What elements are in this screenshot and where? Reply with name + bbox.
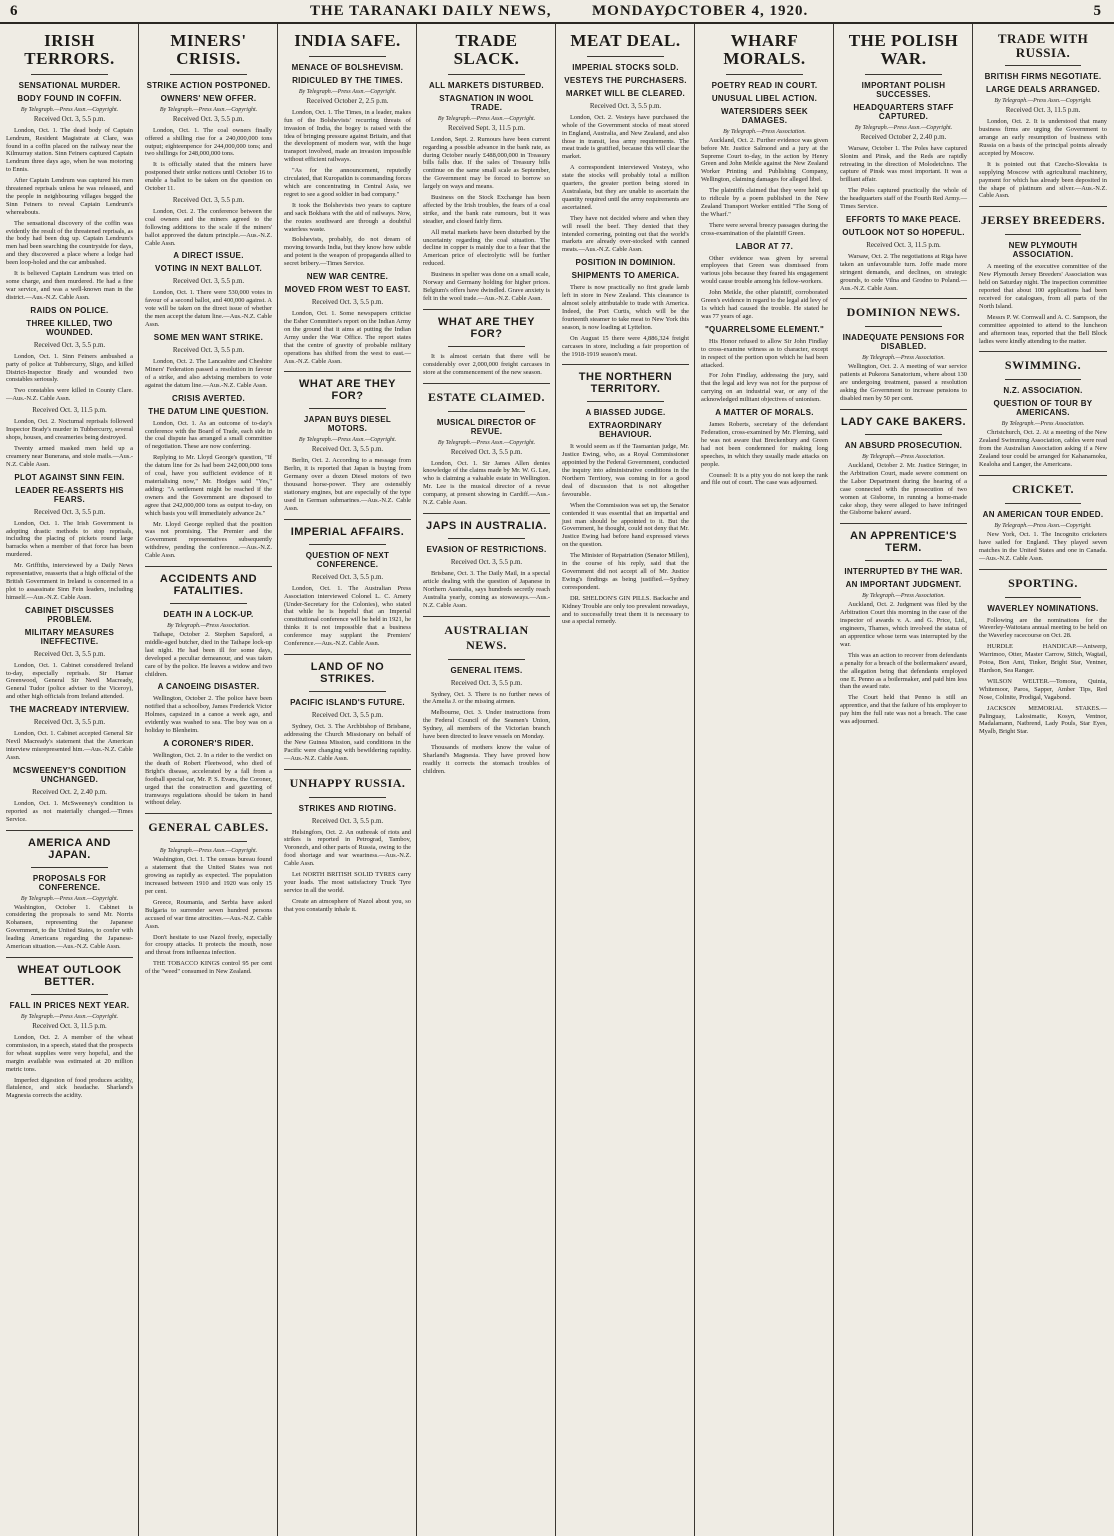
article-paragraph: Thousands of mothers know the value of Sharland's Magnesia. They have proved how readily it corrects the stomach troubles of children.: [423, 743, 550, 775]
subheading: QUESTION OF NEXT CONFERENCE.: [305, 550, 390, 569]
received-timestamp: Received Oct. 3, 5.5 p.m.: [172, 195, 245, 204]
article-paragraph: London, Oct. 2. It is understood that many business firms are urging the Government to arrange an early resumption of business with Russia on a basis of the principal points already accepted by Moscow.: [979, 118, 1107, 157]
byline: By Telegraph.—Press Assn.—Copyright.: [854, 124, 953, 131]
subheading: DEATH IN A LOCK-UP.: [163, 610, 254, 620]
subheading: N.Z. ASSOCIATION.: [1003, 386, 1083, 396]
received-timestamp: Received Oct. 3, 5.5 p.m.: [33, 718, 106, 727]
page-number-left: 6: [10, 3, 19, 19]
byline: By Telegraph.—Press Association.: [862, 355, 945, 362]
rule-divider: [1005, 379, 1082, 380]
article-paragraph: Messrs P. W. Cornwall and A. C. Sampson, the committee appointed to attend to the luncheon and afternoon teas, reported that the Bell Block ladies were kindly attending to the matter.: [979, 313, 1107, 345]
received-timestamp: Received Oct. 3, 5.5 p.m.: [311, 445, 384, 454]
subheading: "QUARRELSOME ELEMENT.": [704, 324, 825, 334]
column-headline: THE POLISH WAR.: [848, 31, 959, 68]
rule-divider: [31, 867, 107, 868]
article-paragraph: London, Oct. 2. The conference between the coal owners and the miners agreed to the following additions to the scale if the miners' ballot approved the datum principle.—Aus.-N.Z. Cable Assn.: [145, 207, 272, 247]
rule-divider: [448, 74, 524, 75]
byline: By Telegraph.—Press Assn.—Copyright.: [159, 106, 258, 113]
subheading: THREE KILLED, TWO WOUNDED.: [26, 318, 113, 337]
article-paragraph: Warsaw, October 1. The Poles have captured Slonim and Pinsk, and the Reds are rapidly retreating in the direction of Molodetchno. The capture of Pinsk was most important. It was a brilliant affair.: [840, 144, 967, 184]
rule-divider: [284, 769, 411, 770]
rule-divider: [170, 841, 246, 842]
section-headline: IMPERIAL AFFAIRS.: [290, 525, 405, 538]
rule-divider: [31, 74, 107, 75]
article-paragraph: Auckland, October 2. Mr. Justice Stringer, in the Arbitration Court, made severe comment on the Labor Department during the hearing of a case connected with the prosecution of two women at Gisborne, in running a home-made cake shop, they were alleged to have infringed the Gisborne bakers' award.: [840, 462, 967, 517]
byline: By Telegraph.—Press Assn.—Copyright.: [437, 115, 536, 122]
masthead: [0, 0, 1114, 24]
rule-divider: [448, 411, 524, 412]
received-timestamp: Received Oct. 3, 5.5 p.m.: [311, 572, 384, 581]
section-headline: AUSTRALIAN NEWS.: [444, 622, 529, 652]
article-paragraph: THE TOBACCO KINGS control 95 per cent of the "weed" consumed in New Zealand.: [145, 960, 272, 976]
columns: [0, 24, 1114, 1536]
subheading: BRITISH FIRMS NEGOTIATE.: [984, 72, 1102, 82]
subheading: QUESTION OF TOUR BY AMERICANS.: [993, 399, 1093, 418]
article-paragraph: Warsaw, Oct. 2. The negotiations at Riga have taken an unfavourable turn. Joffe made more stringent demands, and declines, on strategic grounds, to cede Vilna and Grodno to Poland.—Aus.-N.Z. Cable Assn.: [840, 252, 967, 292]
rule-divider: [587, 401, 663, 402]
subheading: EXTRAORDINARY BEHAVIOUR.: [588, 421, 663, 440]
rule-divider: [840, 523, 967, 524]
subheading: VOTING IN NEXT BALLOT.: [154, 264, 263, 274]
article-paragraph: It is believed Captain Lendrum was tried on some charge, and then murdered. He had a fine war service, and was a well-known man in the district.—Aus.-N.Z. Cable Assn.: [6, 270, 133, 301]
article-paragraph: Wellington, Oct. 2. A meeting of war service patients at Pukeora Sanatorium, where about 130 are undergoing treatment, passed a resolution asking the Government to increase pensions to disabled men by 50 per cent.: [840, 363, 967, 403]
issue-day: MONDAY,: [592, 3, 670, 19]
section-headline: SPORTING.: [1008, 575, 1078, 590]
subheading: POETRY READ IN COURT.: [711, 80, 818, 90]
article-paragraph: Business on the Stock Exchange has been affected by the Irish troubles, the fears of a coal strike, and the bank rate rumours, but it was steadier, and closed fairly firm.: [423, 194, 550, 225]
subheading: EVASION OF RESTRICTIONS.: [426, 544, 547, 554]
article-paragraph: London, Oct. 1. The dead body of Captain Lendrum, Resident Magistrate at Clare, was found in a coffin placed on the railway near the Kilmurray station. Sinn Feiners captured Captain Lendrum three days ago, when he was motoring to Ennis.: [6, 126, 133, 174]
article-paragraph: Following are the nominations for the Waverley-Waitotara annual meeting to be held on the Waverley racecourse on Oct. 28.: [979, 616, 1107, 640]
received-timestamp: Received Oct. 3, 11.5 p.m.: [32, 406, 107, 415]
byline: By Telegraph.—Press Assn.—Copyright.: [20, 895, 119, 902]
column-6: [695, 24, 834, 1536]
article-paragraph: London, Oct. 1. Sinn Feiners ambushed a party of police at Tubbercurry, Sligo, and killed District-Inspector Brady and wounded two constables seriously.: [6, 352, 133, 384]
received-timestamp: Received Oct. 3, 5.5 p.m.: [172, 114, 245, 123]
subheading: NEW PLYMOUTH ASSOCIATION.: [1008, 241, 1078, 260]
subheading: A CANOEING DISASTER.: [157, 682, 260, 692]
article-paragraph: The plaintiffs claimed that they were held up to ridicule by a poem published in the New Zealand Transport Worker entitled "The Song of the Wharf.": [701, 187, 828, 218]
newspaper-title: THE TARANAKI DAILY NEWS,: [310, 3, 552, 19]
article-paragraph: James Roberts, secretary of the defendant Federation, cross-examined by Mr. Fleming, said he was not aware that Breckenbury and Green had not been condemned for making long speeches, in which they usually made attacks on people.: [701, 421, 828, 468]
column-headline: INDIA SAFE.: [294, 31, 401, 50]
rule-divider: [423, 309, 550, 310]
section-headline: AN APPRENTICE'S TERM.: [850, 530, 957, 555]
subheading: WAVERLEY NOMINATIONS.: [987, 603, 1099, 613]
article-paragraph: After Captain Lendrum was captured his men threatened reprisals unless he was released, and the people in neighbouring villages begged the Sinn Feiners to reveal Captain Lendrum's whereabouts.: [6, 177, 133, 216]
rule-divider: [979, 206, 1107, 207]
rule-divider: [448, 346, 524, 347]
article-paragraph: Don't hesitate to use Nazol freely, especially for croupy attacks. It protects the mouth, nose and throat from influenza infection.: [145, 933, 272, 957]
article-paragraph: It took the Bolshevists two years to capture and sack Bokhara with the aid of railways. Now, the routes southward are through a doubtful waterless waste.: [284, 201, 411, 233]
article-paragraph: London, Oct. 2. Nocturnal reprisals followed Inspector Brady's murder in Tubbercurry, several shops, houses, and creameries being destroyed.: [6, 418, 133, 441]
article-paragraph: London, Oct. 1. There were 530,000 votes in favour of a second ballot, and 400,000 against. A vote will be taken on the direct issue of whether the men accept the datum line.—Aus.-N.Z. Cable Assn.: [145, 289, 272, 329]
article-paragraph: New York, Oct. 1. The Incognito cricketers have sailed for England. They played seven matches in the United States and one in Canada.—Aus.-N.Z. Cable Assn.: [979, 530, 1107, 562]
subheading: A BIASSED JUDGE.: [585, 408, 666, 418]
rule-divider: [423, 383, 550, 384]
article-paragraph: London, Oct. 1. The Times, in a leader, makes fun of the Bolshevists' recurring threats of invasion of India, the bogey is raised with the idea of bringing pressure against Britain, and that the development of modern war, with the huge transport involved, made an invasion impossible without efficient railways.: [284, 108, 411, 164]
rule-divider: [170, 74, 246, 75]
column-7: [834, 24, 973, 1536]
section-headline: JAPS IN AUSTRALIA.: [425, 519, 548, 532]
rule-divider: [31, 994, 107, 995]
rule-divider: [284, 654, 411, 655]
rule-divider: [865, 560, 941, 561]
subheading: A DIRECT ISSUE.: [173, 251, 244, 261]
article-paragraph: Two constables were killed in County Clare.—Aus.-N.Z. Cable Assn.: [6, 387, 133, 403]
received-timestamp: Received Oct. 3, 5.5 p.m.: [33, 649, 106, 658]
article-paragraph: Melbourne, Oct. 3. Under instructions from the Federal Council of the Seamen's Union, Sydney, all members of the Victorian branch have been directed to leave vessels on Monday.: [423, 709, 550, 741]
subheading: LABOR AT 77.: [735, 241, 794, 251]
rule-divider: [1005, 234, 1082, 235]
received-timestamp: Received Oct. 2, 2.40 p.m.: [32, 787, 107, 796]
subheading: STAGNATION IN WOOL TRADE.: [439, 93, 534, 112]
article-paragraph: It is pointed out that Czecho-Slovakia is supplying Moscow with agricultural machinery, payment for which has already been deposited in the shape of platinum and silver.—Aus.-N.Z. Cable Assn.: [979, 160, 1107, 200]
article-paragraph: They have not decided where and when they will resell the beef. They denied that they intended cornering, pointing out that the world's markets are already over-stocked with canned meats.—Aus.-N.Z. Cable Assn.: [562, 214, 689, 254]
subheading: MUSICAL DIRECTOR OF REVUE.: [436, 417, 537, 436]
subheading: NEW WAR CENTRE.: [306, 272, 389, 282]
article-paragraph: There were several breezy passages during the cross-examination of the plaintiff Green.: [701, 221, 828, 237]
received-timestamp: Received Oct. 3, 5.5 p.m.: [33, 340, 106, 349]
section-headline: WHAT ARE THEY FOR?: [299, 378, 396, 403]
article-paragraph: London, Oct. 1. As an outcome of to-day's conference with the Board of Trade, each side in the coal dispute has arranged a small committee of negotiation. These are now conferring.: [145, 419, 272, 451]
received-timestamp: Received Oct. 3, 5.5 p.m.: [450, 678, 523, 687]
subheading: CRISIS AVERTED.: [172, 393, 245, 403]
subheading: UNUSUAL LIBEL ACTION.: [711, 93, 818, 103]
received-timestamp: Received Sept. 3, 11.5 p.m.: [448, 123, 525, 132]
subheading: MARKET WILL BE CLEARED.: [565, 88, 686, 98]
article-paragraph: Replying to Mr. Lloyd George's question, "If the datum line for 2s had been 242,000,000 tons of coal, have you sufficient evidence of it materialising now," Mr. Hodges said "Yes," adding: "A settlement might be reached if the owners and the Government are disposed to agree that 242,000,000 tons as output to-day, on which basis you will immediately advance 2s.": [145, 454, 272, 517]
subheading: AN IMPORTANT JUDGMENT.: [845, 580, 962, 590]
article-paragraph: Auckland, Oct. 2. Further evidence was given before Mr. Justice Salmond and a jury at the Supreme Court to-day, in the action by Henry Green and John Meikle against the New Zealand Worker Printing and Publishing Company, Wellington, claiming damages for alleged libel.: [701, 136, 828, 184]
received-timestamp: Received Oct. 3, 11.5 p.m.: [32, 1021, 107, 1030]
rule-divider: [309, 691, 385, 692]
article-paragraph: It is officially stated that the miners have postponed their strike notices until October 16 to enable a ballot to be taken on the question on October 11.: [145, 161, 272, 193]
section-headline: THE NORTHERN TERRITORY.: [578, 371, 673, 396]
rule-divider: [284, 519, 411, 520]
rule-divider: [840, 298, 967, 299]
subheading: INTERRUPTED BY THE WAR.: [844, 567, 963, 577]
received-timestamp: Received Oct. 3, 11.5 p.m.: [1005, 106, 1081, 115]
article-paragraph: Sydney, Oct. 3. There is no further news of the Amelia J. or the missing airmen.: [423, 690, 550, 706]
article-paragraph: Mr. Griffiths, interviewed by a Daily News representative, reasserts that a high official of the British Government in Ireland is concerned in a plot to assassinate Sinn Fein leaders, including himself.—Aus.-N.Z. Cable Assn.: [6, 562, 133, 601]
article-paragraph: Washington, Oct. 1. The census bureau found a statement that the United States was not growing as rapidly as expected. The population increased between 1910 and 1920 was only 15 per cent.: [145, 856, 272, 895]
column-5: [556, 24, 695, 1536]
article-paragraph: London, Oct. 2. The Lancashire and Cheshire Miners' Federation passed a resolution in favour of a strike, and also advising members to vote against the datum line.—Aus.-N.Z. Cable Assn.: [145, 358, 272, 389]
article-paragraph: DR. SHELDON'S GIN PILLS. Backache and Kidney Trouble are only too prevalent nowadays, and to successfully treat them it is necessary to use a special remedy.: [562, 594, 689, 626]
subheading: ALL MARKETS DISTURBED.: [429, 80, 544, 90]
article-paragraph: This was an action to recover from defendants a penalty for a breach of the boilermakers' award, the allegation being that defendants employed one E. Penno as a boilermaker, and paid him less than the award rate.: [840, 651, 967, 691]
article-paragraph: London, Sept. 2. Rumours have been current regarding a possible advance in the bank rate, as during October nearly £488,000,000 in Treasury bills falls due. If the sales of Treasury bills continue on the same small scale as September, the Government may be forced to borrow so largely on ways and means.: [423, 135, 550, 191]
article-paragraph: Taihape, October 2. Stephen Sapsford, a middle-aged butcher, died in the Taihape lock-up last night. He had been ill for some days, developed a peculiar demeanour, and was taken care of by the police. He leaves a widow and two children.: [145, 631, 272, 678]
article-paragraph: Greece, Roumania, and Serbia have asked Bulgaria to surrender seven hundred persons accused of war time atrocities.—Aus.-N.Z. Cable Assn.: [145, 898, 272, 930]
rule-divider: [309, 797, 385, 798]
section-headline: GENERAL CABLES.: [148, 820, 269, 835]
subheading: MILITARY MEASURES INEFFECTIVE.: [24, 627, 115, 646]
rule-divider: [562, 364, 689, 365]
section-headline: LADY CAKE BAKERS.: [840, 416, 967, 428]
subheading: PACIFIC ISLAND'S FUTURE.: [290, 698, 405, 707]
article-paragraph: Mr. Lloyd George replied that the position was not promising. The Premier and the Government representatives subsequently withdrew, pending the conference.—Aus.-N.Z. Cable Assn.: [145, 520, 272, 560]
article-paragraph: It is almost certain that there will be considerably over 2,000,000 freight carcases in store at the commencement of the new season.: [423, 352, 550, 376]
received-timestamp: Received October 2, 2.5 p.m.: [306, 96, 389, 105]
article-paragraph: London, Oct. 2. A member of the wheat commission, in a speech, stated that the prospects for wheat supplies were very hopeful, and the margin available was estimated at 20 million metric tons.: [6, 1033, 133, 1073]
article-paragraph: A correspondent interviewed Vesteys, who state the stocks will probably total a million quarters, the greater portion being stored in Australasia, but they are unable to ascertain the quantity required until the army requirements are ascertained.: [562, 164, 689, 211]
section-headline: DOMINION NEWS.: [846, 305, 961, 320]
rule-divider: [145, 813, 272, 814]
column-headline: TRADE SLACK.: [453, 31, 520, 68]
subheading: POSITION IN DOMINION.: [575, 258, 676, 268]
byline: By Telegraph.—Press Association.: [723, 128, 806, 135]
article-paragraph: WILSON WELTER.—Tomora, Quinta, Whitemoor, Paros, Sapper, Amber Tips, Red Nose, Colinite, Prodigal, Vagabond.: [979, 677, 1107, 701]
received-timestamp: Received Oct. 3, 11.5 p.m.: [866, 240, 941, 249]
article-paragraph: Business in spelter was done on a small scale, Norway and Germany holding for higher prices. Belgium's offers have dwindled. Grave anxiety is felt in the wool trade.—Aus.-N.Z. Cable Assn.: [423, 271, 550, 302]
rule-divider: [170, 603, 246, 604]
article-paragraph: When the Commission was set up, the Senator contended it was essential that an impartial and just man should be appointed to it. But the Government, he thought, could not deny that Mr. Justice Ewing had before hand expressed views on the question.: [562, 501, 689, 549]
subheading: THE DATUM LINE QUESTION.: [148, 406, 269, 416]
subheading: HEADQUARTERS STAFF CAPTURED.: [853, 102, 954, 121]
section-headline: WHEAT OUTLOOK BETTER.: [17, 963, 122, 988]
article-paragraph: On August 15 there were 4,886,324 freight carcases in store, including a fair proportion of the 1918-1919 season's meat.: [562, 334, 689, 358]
rule-divider: [145, 566, 272, 567]
rule-divider: [840, 409, 967, 410]
rule-divider: [309, 56, 385, 57]
byline: By Telegraph.—Press Assn.—Copyright.: [159, 848, 258, 855]
byline: By Telegraph.—Press Assn.—Copyright.: [994, 98, 1092, 105]
article-paragraph: All metal markets have been disturbed by the uncertainty regarding the coal situation. The decline in copper is mainly due to a fear that the American price of electrolytic will be further reduced.: [423, 228, 550, 268]
section-headline: CRICKET.: [1011, 481, 1075, 496]
section-headline: AMERICA AND JAPAN.: [28, 836, 111, 861]
byline: By Telegraph.—Press Assn.—Copyright.: [437, 439, 536, 446]
rule-divider: [979, 351, 1107, 352]
article-paragraph: Helsingfors, Oct. 2. An outbreak of riots and strikes is reported in Petrograd, Tambov, Voronezh, and other parts of Russia, owing to the food shortage and war weariness.—Aus.-N.Z. Cable Assn.: [284, 828, 411, 868]
column-4: [417, 24, 556, 1536]
subheading: VESTEYS THE PURCHASERS.: [564, 75, 687, 85]
article-paragraph: His Honor refused to allow Sir John Findlay to cross-examine witness as to character, except in respect of the portion upon which he had been attacked.: [701, 337, 828, 369]
article-paragraph: Wellington, October 2. The police have been notified that a schoolboy, James Frederick Victor Holmes, capsized in a canoe a week ago, and evidently was washed to sea. The boy was on a holiday to Blenheim.: [145, 695, 272, 735]
article-paragraph: For John Findlay, addressing the jury, said that the legal aid levy was not for the purpose of carrying on an industrial war, or any of the acknowledged militant objectives of unionism.: [701, 372, 828, 404]
subheading: SENSATIONAL MURDER.: [18, 80, 121, 90]
subheading: MCSWEENEY'S CONDITION UNCHANGED.: [12, 765, 127, 784]
subheading: IMPORTANT POLISH SUCCESSES.: [861, 80, 946, 99]
rule-divider: [865, 434, 941, 435]
article-paragraph: JACKSON MEMORIAL STAKES.—Palinguay, Lalosimatic, Kosyn, Ventnor, Madalamann, Natbrend, Lady Pouls, Star Eyes, Myalb, Bright Star.: [979, 704, 1107, 736]
rule-divider: [309, 544, 385, 545]
subheading: FALL IN PRICES NEXT YEAR.: [9, 1000, 130, 1010]
rule-divider: [284, 371, 411, 372]
rule-divider: [448, 659, 524, 660]
column-8: [973, 24, 1112, 1536]
article-paragraph: Washington, October 1. Cabinet is considering the proposals to send Mr. Norris Kohansen, representing the Japanese Government, to the United States, to confer with leading Americans regarding the Japanese-American situation.—Aus.-N.Z. Cable Assn.: [6, 903, 133, 951]
rule-divider: [979, 475, 1107, 476]
subheading: STRIKE ACTION POSTPONED.: [146, 80, 271, 90]
rule-divider: [865, 326, 941, 327]
received-timestamp: Received Oct. 3, 5.5 p.m.: [172, 277, 245, 286]
article-paragraph: There is now practically no first grade lamb left in store in New Zealand. This clearance is almost solely attributable to trade with America. Indeed, the Port Curtis, which will be the fourteenth steamer to take meat to New York this season, is now loading at Lyttelton.: [562, 284, 689, 331]
subheading: OUTLOOK NOT SO HOPEFUL.: [842, 227, 965, 237]
section-headline: WHAT ARE THEY FOR?: [438, 315, 535, 340]
received-timestamp: Received Oct. 3, 5.5 p.m.: [450, 557, 523, 566]
rule-divider: [423, 513, 550, 514]
article-paragraph: London, Oct. 2. Vesteys have purchased the whole of the Government stocks of meat stored in England, Australia, and New Zealand, and also those in transit, less army requirements. The meat trade is gratified, because this will clear the market.: [562, 113, 689, 161]
article-paragraph: It would seem as if the Tasmanian judge, Mr. Justice Ewing, who, as a Royal Commissioner appointed by the Federal Government, conducted the inquiry into administrative conditions in the Northern Territory, was coming in for a good deal of discussion that is not altogether favourable.: [562, 443, 689, 498]
article-paragraph: London, Oct. 1. McSweeney's condition is reported as not materially changed.—Times Service.: [6, 799, 133, 823]
subheading: RIDICULED BY THE TIMES.: [292, 75, 403, 85]
subheading: A CORONER'S RIDER.: [163, 739, 254, 748]
article-paragraph: "As for the announcement, reputedly circulated, that Kuropatkin is commanding forces which are concentrating in Central Asia, we regret to see a good soldier in bad company.": [284, 167, 411, 198]
column-3: [278, 24, 417, 1536]
section-headline: ACCIDENTS AND FATALITIES.: [159, 573, 258, 598]
subheading: MOVED FROM WEST TO EAST.: [284, 285, 411, 295]
column-headline: IRISH TERRORS.: [24, 31, 115, 68]
subheading: RAIDS ON POLICE.: [30, 305, 109, 315]
article-paragraph: A meeting of the executive committee of the New Plymouth Jersey Breeders' Association was held on Saturday night. The inspection committee reported that about 100 applications had been received for catalogues, from all parts of the North Island.: [979, 263, 1107, 310]
subheading: STRIKES AND RIOTING.: [298, 803, 397, 813]
subheading: AN AMERICAN TOUR ENDED.: [982, 509, 1104, 519]
subheading: PLOT AGAINST SINN FEIN.: [14, 472, 125, 482]
received-timestamp: Received Oct. 3, 5.5 p.m.: [589, 101, 662, 110]
received-timestamp: Received Oct. 3, 5.5 p.m.: [172, 346, 245, 354]
article-paragraph: Let NORTH BRITISH SOLID TYRES carry your loads. The most satisfactory Truck Tyre service in all the world.: [284, 871, 411, 894]
article-paragraph: Wellington, Oct. 2. In a rider to the verdict on the death of Robert Fleetwood, who died of Bright's disease, accelerated by a fall from a football special car, Mr. P. S. Evans, the Coroner, urged that the construction and gazetting of tramways regulations should be taken in hand without delay.: [145, 752, 272, 807]
section-headline: JERSEY BREEDERS.: [980, 213, 1106, 228]
byline: By Telegraph.—Press Assn.—Copyright.: [298, 88, 397, 95]
subheading: IMPERIAL STOCKS SOLD.: [572, 62, 679, 72]
byline: By Telegraph.—Press Assn.—Copyright.: [20, 1013, 119, 1020]
byline: By Telegraph.—Press Association.: [1001, 421, 1085, 428]
subheading: GENERAL ITEMS.: [450, 665, 523, 675]
article-paragraph: The Court held that Penno is still an apprentice, and that the failure of his employer to pay him the full rate was not a breach. The case was adjourned.: [840, 694, 967, 726]
subheading: OWNERS' NEW OFFER.: [160, 93, 257, 103]
article-paragraph: Counsel: It is a pity you do not keep the rank and file out of court. The case was adjourned.: [701, 471, 828, 487]
issue-date: OCTOBER 4, 1920.: [665, 3, 809, 19]
subheading: BODY FOUND IN COFFIN.: [17, 93, 122, 103]
byline: By Telegraph.—Press Association.: [167, 623, 250, 630]
subheading: MENACE OF BOLSHEVISM.: [291, 62, 404, 72]
article-paragraph: The Poles captured practically the whole of the headquarters staff of the Fourth Red Army.—Times Service.: [840, 187, 967, 211]
article-paragraph: Twenty armed masked men held up a creamery near Bunerana, and stole mails.—Aus.-N.Z. Cable Assn.: [6, 444, 133, 468]
subheading: AN ABSURD PROSECUTION.: [844, 441, 963, 450]
article-paragraph: Imperfect digestion of food produces acidity, flatulence, and sick headache. Sharland's Magnesia corrects the acidity.: [6, 1076, 133, 1100]
section-headline: SWIMMING.: [1004, 358, 1082, 373]
article-paragraph: Auckland, Oct. 2. Judgment was filed by the Arbitration Court this morning in the case of the inspector of awards v. A. and G. Price, Ltd., engineers, Thames, which involved the status of an apprentice whose term was interrupted by the war.: [840, 601, 967, 648]
rule-divider: [726, 74, 802, 75]
subheading: CABINET DISCUSSES PROBLEM.: [24, 605, 115, 624]
subheading: SOME MEN WANT STRIKE.: [153, 333, 264, 342]
subheading: JAPAN BUYS DIESEL MOTORS.: [303, 415, 392, 434]
article-paragraph: The Minister of Repatriation (Senator Millen), in the course of his reply, said that the Government did not accept all of Mr. Justice Ewing's findings as being justified.—Sydney correspondent.: [562, 552, 689, 591]
section-headline: ESTATE CLAIMED.: [427, 389, 546, 404]
article-paragraph: London, Oct. 1. Cabinet considered Ireland to-day, especially reprisals. Sir Hamar Greenwood, General Sir Nevil Macready, General Tudor (police adviser to the Viceroy), and other high officials from Ireland attended.: [6, 661, 133, 701]
subheading: INADEQUATE PENSIONS FOR DISABLED.: [842, 333, 965, 352]
article-paragraph: John Meikle, the other plaintiff, corroborated Green's evidence in regard to the legal aid levy of 1s which had caused the trouble. He stated he was 77 years of age.: [701, 289, 828, 320]
article-paragraph: Berlin, Oct. 2. According to a message from Berlin, it is reported that Japan is buying from Germany over a dozen Diesel motors of two thousand horse-power. They are ostensibly stationary engines, but are especially of the type used in German submarines.—Aus.-N.Z. Cable Assn.: [284, 457, 411, 512]
article-paragraph: Bolshevists, probably, do not dream of moving towards India, but they know how subtle and potent is the weapon of propaganda allied to secret bribery.—Times Service.: [284, 236, 411, 268]
subheading: LARGE DEALS ARRANGED.: [985, 85, 1100, 95]
byline: By Telegraph.—Press Assn.—Copyright.: [20, 106, 119, 113]
subheading: THE MACREADY INTERVIEW.: [9, 705, 130, 715]
received-timestamp: Received Oct. 3, 5.5 p.m.: [311, 298, 384, 307]
article-paragraph: The sensational discovery of the coffin was evidently the result of the threatened reprisals, as the body had been dug up. Captain Lendrum's men had been searching the countryside for days, and they discovered a place where a lodge had been loop-holed and the car ambushed.: [6, 219, 133, 267]
byline: By Telegraph.—Press Association.: [862, 593, 945, 600]
column-1: [0, 24, 139, 1536]
rule-divider: [1005, 597, 1082, 598]
subheading: WATERSIDERS SEEK DAMAGES.: [721, 106, 808, 125]
rule-divider: [1005, 65, 1082, 66]
byline: By Telegraph.—Press Association.: [862, 454, 945, 460]
subheading: A MATTER OF MORALS.: [715, 408, 814, 418]
article-paragraph: London, Oct. 1. The coal owners finally offered a shilling rise for a 240,000,000 tons output; eighteenpence for 244,000,000 tons; and two shillings for 248,000,000 tons.: [145, 126, 272, 158]
received-timestamp: Received Oct. 3, 5.5 p.m.: [311, 711, 384, 719]
article-paragraph: London, Oct. 1. The Australian Press Association interviewed Colonel L. C. Amery (Under-Secretary for the Colonies), who stated that while he is hopeful that an Imperial constitutional conference will be held in 1921, he thinks it is not impossible that a business conference may supplant the Premiers' Conference.—Aus.-N.Z. Cable Assn.: [284, 584, 411, 648]
subheading: PROPOSALS FOR CONFERENCE.: [32, 873, 107, 892]
article-paragraph: Other evidence was given by several employees that Green was dismissed from various jobs because they feared his engagement would cause trouble among his fellow-workers.: [701, 254, 828, 286]
column-headline: TRADE WITH RUSSIA.: [997, 31, 1089, 60]
subheading: EFFORTS TO MAKE PEACE.: [846, 214, 961, 224]
byline: By Telegraph.—Press Assn.—Copyright.: [298, 437, 397, 444]
subheading: SHIPMENTS TO AMERICA.: [571, 271, 680, 281]
rule-divider: [865, 74, 941, 75]
column-2: [139, 24, 278, 1536]
received-timestamp: Received Oct. 3, 5.5 p.m.: [450, 447, 523, 456]
article-paragraph: London, Oct. 1. Some newspapers criticise the Esher Committee's report on the Indian Army on the ground that it aims at putting the Indian Army under the War Office. The report states that the centre of gravity of probable military operations has shifted from the west to east.—Aus.-N.Z. Cable Assn.: [284, 310, 411, 365]
article-paragraph: Brisbane, Oct. 3. The Daily Mail, in a special article dealing with the question of Japanese in Northern Australia, says hundreds secretly reach Australia yearly, coming as stowaways.—Aus.-N.Z. Cable Assn.: [423, 569, 550, 609]
article-paragraph: London, Oct. 1. Sir James Allen denies knowledge of the claims made by Mr. W. G. Lee, who is claiming a valuable estate in Wellington. Mr. Lee is the musical director of a revue company, at present showing in Cardiff.—Aus.-N.Z. Cable Assn.: [423, 459, 550, 507]
rule-divider: [423, 616, 550, 617]
byline: By Telegraph.—Press Assn.—Copyright.: [994, 522, 1092, 529]
section-headline: LAND OF NO STRIKES.: [310, 661, 385, 685]
article-paragraph: London, Oct. 1. The Irish Government is adopting drastic methods to stop reprisals, including the placing of pickets round large barracks when a member of that force has been murdered.: [6, 519, 133, 559]
column-headline: WHARF MORALS.: [723, 31, 806, 68]
rule-divider: [1005, 503, 1082, 504]
received-timestamp: Received October 2, 2.40 p.m.: [860, 132, 947, 141]
received-timestamp: Received Oct. 3, 5.5 p.m.: [33, 114, 106, 123]
rule-divider: [6, 830, 133, 831]
rule-divider: [587, 56, 663, 57]
subheading: LEADER RE-ASSERTS HIS FEARS.: [15, 485, 124, 504]
column-headline: MEAT DEAL.: [570, 31, 681, 50]
rule-divider: [309, 408, 385, 409]
article-paragraph: Christchurch, Oct. 2. At a meeting of the New Zealand Swimming Association, cables were read from the Australian Association asking if a New Zealand tour could be arranged for Kahanamoku, Kealoha and Langer, the Americans.: [979, 429, 1107, 469]
article-paragraph: Create an atmosphere of Nazol about you, so that you constantly inhale it.: [284, 897, 411, 913]
received-timestamp: Received Oct. 3, 5.5 p.m.: [311, 816, 384, 825]
column-headline: MINERS' CRISIS.: [170, 31, 247, 68]
rule-divider: [979, 569, 1107, 570]
article-paragraph: HURDLE HANDICAP.—Antwerp, Warrimoo, Otter, Master Carrow, Stitch, Wagtail, Potoa, Bon Ami, Tinker, Bright Star, Ventner, Hardson, Sea Ranger.: [979, 643, 1107, 674]
received-timestamp: Received Oct. 3, 5.5 p.m.: [33, 507, 106, 516]
article-paragraph: Sydney, Oct. 3. The Archbishop of Brisbane, addressing the Church Missionary on behalf of the New Guinea Mission, said conditions in the Pacific were changing with bewildering rapidity.—Aus.-N.Z. Cable Assn.: [284, 723, 411, 762]
page-number-right: 5: [1093, 3, 1102, 19]
rule-divider: [6, 957, 133, 958]
rule-divider: [448, 538, 524, 539]
article-paragraph: London, Oct. 1. Cabinet accepted General Sir Nevil Macready's statement that the American interview misrepresented him.—Aus.-N.Z. Cable Assn.: [6, 730, 133, 761]
section-headline: UNHAPPY RUSSIA.: [289, 775, 406, 790]
